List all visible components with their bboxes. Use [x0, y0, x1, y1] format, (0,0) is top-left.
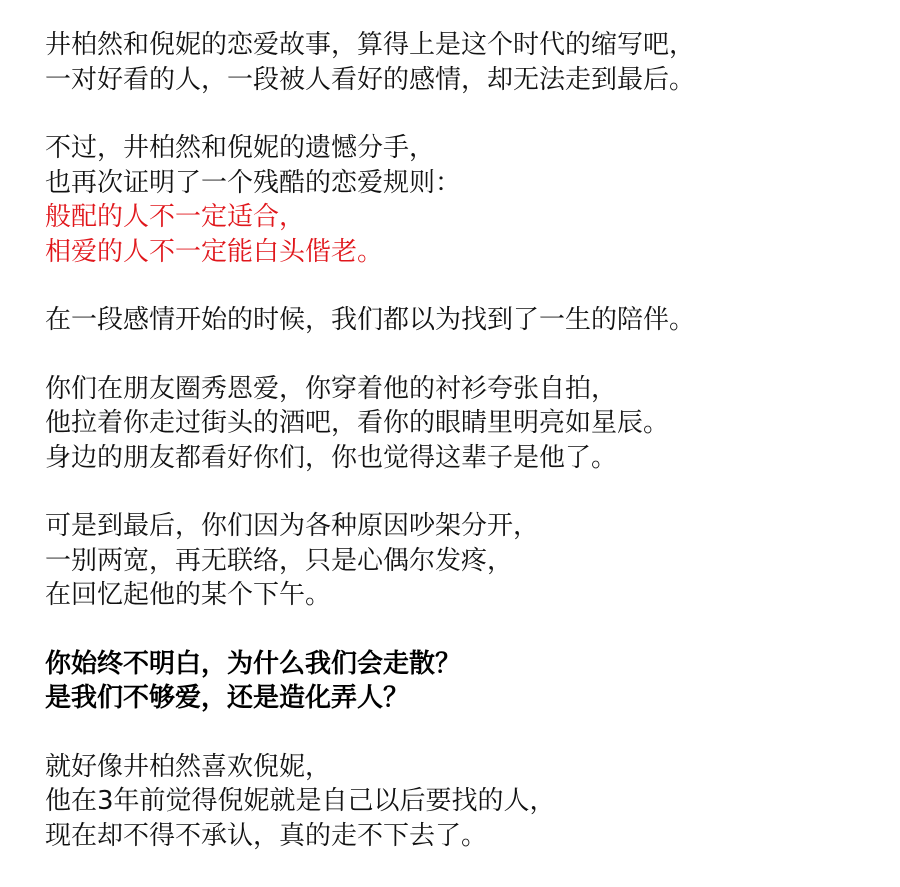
text-line: 在回忆起他的某个下午。 [45, 580, 332, 610]
text-line: 现在却不得不承认，真的走不下去了。 [45, 820, 488, 851]
text-line: 一别两宽，再无联络，只是心偶尔发疼， [45, 545, 514, 576]
text-line: 可是到最后，你们因为各种原因吵架分开， [45, 511, 540, 541]
text-line: 井柏然和倪妮的恋爱故事，算得上是这个时代的缩写吧， [45, 30, 696, 60]
paragraph-example [45, 750, 885, 854]
highlighted-line: 相爱的人不一定能白头偕老。 [45, 236, 384, 267]
paragraph-intro [45, 28, 885, 97]
paragraph-breakup-rule [45, 131, 885, 269]
bold-line: 是我们不够爱，还是造化弄人？ [45, 683, 410, 713]
text-line: 一对好看的人，一段被人看好的感情，却无法走到最后。 [45, 64, 696, 95]
text-line: 不过，井柏然和倪妮的遗憾分手， [45, 133, 436, 163]
paragraph-memories [45, 372, 885, 476]
paragraph-beginning [45, 303, 885, 338]
text-line: 他拉着你走过街头的酒吧，看你的眼睛里明亮如星辰。 [45, 408, 670, 438]
article-body [45, 28, 885, 887]
text-line: 你们在朋友圈秀恩爱，你穿着他的衬衫夸张自拍， [45, 373, 618, 404]
text-line: 身边的朋友都看好你们，你也觉得这辈子是他了。 [45, 442, 618, 473]
text-line: 在一段感情开始的时候，我们都以为找到了一生的陪伴。 [45, 305, 696, 335]
text-line: 就好像井柏然喜欢倪妮， [45, 751, 332, 782]
text-line: 他在3年前觉得倪妮就是自己以后要找的人， [45, 786, 556, 816]
text-line: 也再次证明了一个残酷的恋爱规则： [45, 167, 462, 198]
paragraph-ending [45, 509, 885, 613]
highlighted-line: 般配的人不一定适合， [45, 202, 306, 232]
paragraph-question [45, 647, 885, 716]
bold-line: 你始终不明白，为什么我们会走散？ [45, 648, 462, 679]
